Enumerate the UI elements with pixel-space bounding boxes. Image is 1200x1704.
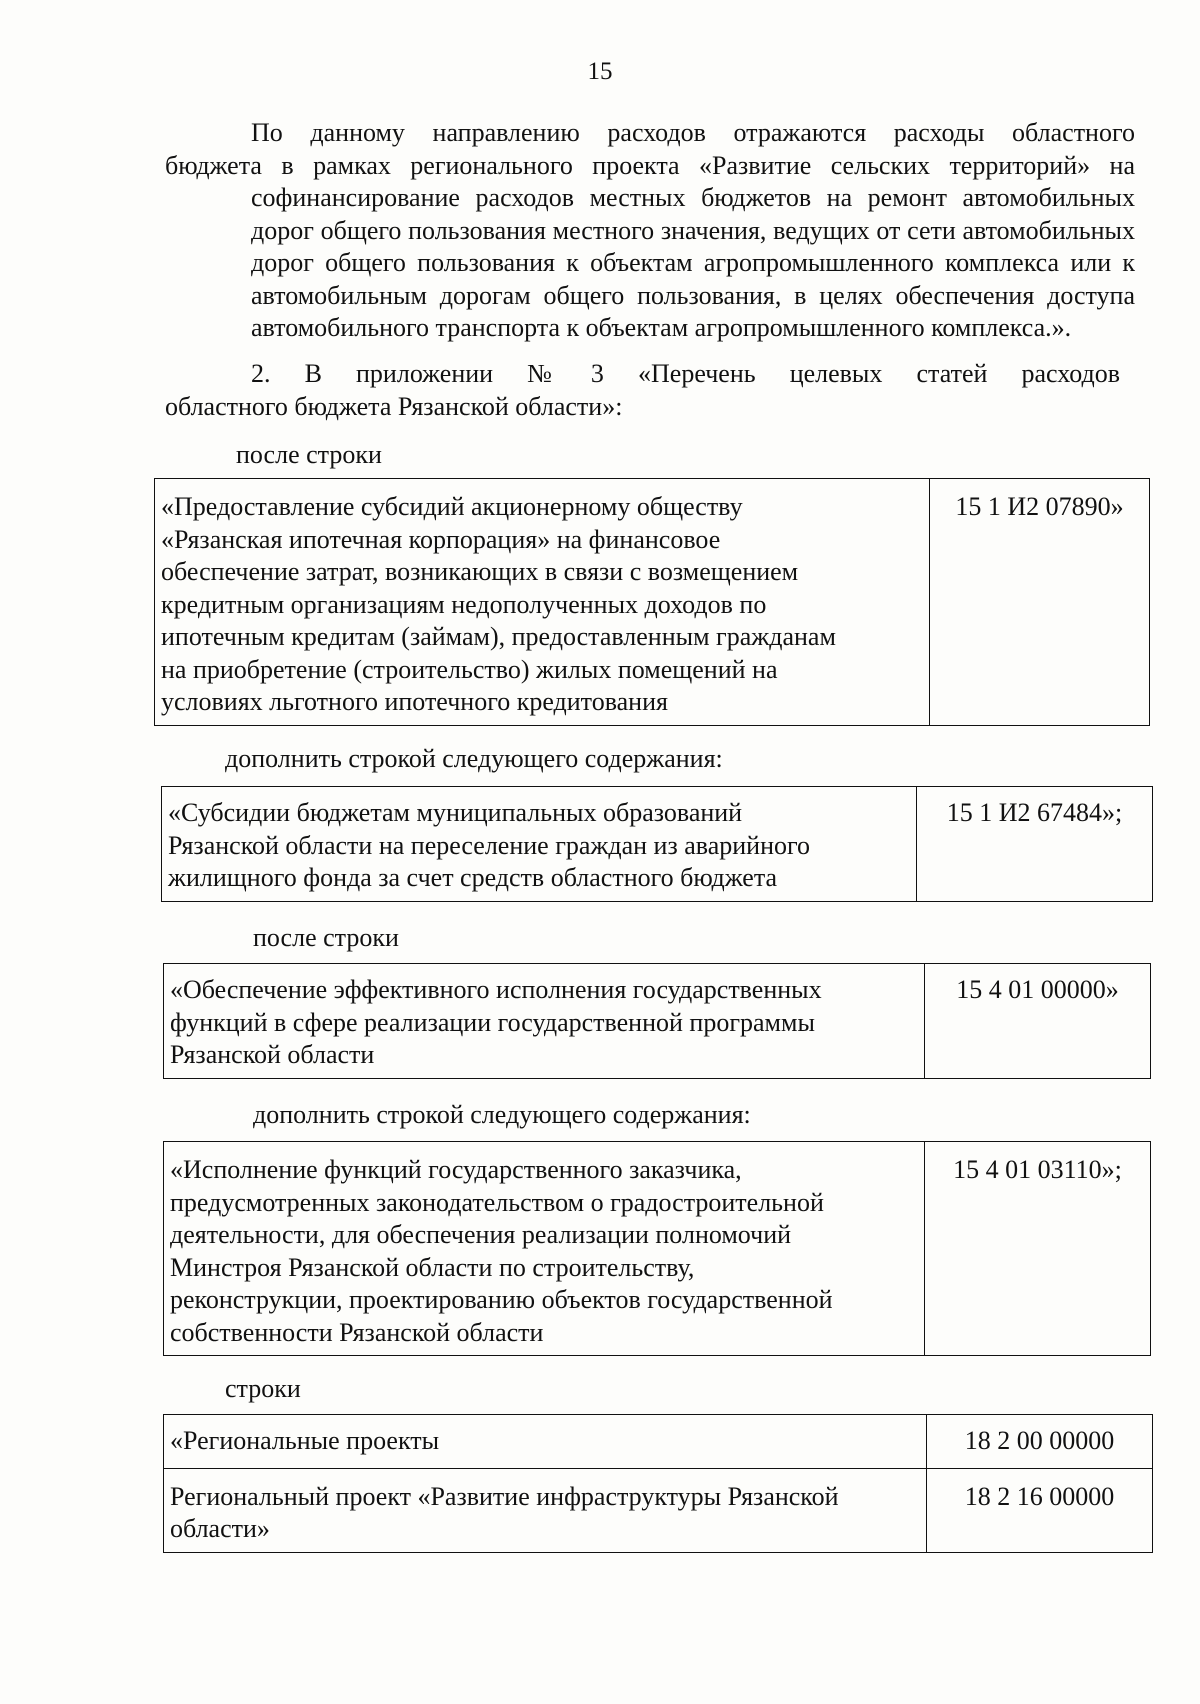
paragraph-line: дорог общего пользования местного значения, ведущих от сети автомобильных [251, 215, 1135, 245]
table-cell-name [155, 479, 930, 726]
paragraph-line: автомобильного транспорта к объектам агропромышленного комплекса.». [251, 313, 1072, 342]
cell-line: обеспечение затрат, возникающих в связи с возмещением [161, 557, 799, 586]
cell-line: реконструкции, проектированию объектов государственной [170, 1285, 833, 1314]
cell-line: Минстроя Рязанской области по строительству, [170, 1252, 695, 1282]
intro-paragraph [165, 117, 1135, 345]
table-cell-code: 15 1 И2 07890» [930, 479, 1150, 726]
cell-line: области» [170, 1514, 270, 1543]
cell-line: на приобретение (строительство) жилых помещений на [161, 654, 778, 684]
label-rows: строки [225, 1374, 301, 1403]
cell-line: ипотечным кредитам (займам), предоставленным гражданам [161, 622, 836, 651]
table-2 [161, 786, 1153, 902]
table-row [164, 1415, 1153, 1469]
paragraph-line: софинансирование расходов местных бюджетов на ремонт автомобильных [251, 183, 1135, 212]
table-3 [163, 963, 1151, 1079]
cell-line: «Субсидии бюджетам муниципальных образований [168, 798, 743, 827]
cell-line: собственности Рязанской области [170, 1317, 544, 1347]
table-5 [163, 1414, 1153, 1553]
table-row [164, 1142, 1151, 1356]
cell-line: «Региональные проекты [170, 1426, 440, 1455]
item-2-paragraph [165, 358, 1120, 423]
paragraph-line: По данному направлению расходов отражаются расходы областного [251, 118, 1135, 147]
label-after-row: после строки [236, 440, 382, 469]
cell-line: «Исполнение функций государственного заказчика, [170, 1155, 742, 1184]
label-after-row: после строки [253, 923, 399, 952]
cell-line: «Рязанская ипотечная корпорация» на финансовое [161, 524, 721, 554]
cell-line: кредитным организациям недополученных доходов по [161, 589, 767, 619]
table-cell-name [164, 1415, 927, 1469]
table-cell-name [164, 964, 925, 1079]
cell-line: Рязанской области на переселение граждан из аварийного [168, 830, 811, 860]
cell-line: деятельности, для обеспечения реализации полномочий [170, 1220, 792, 1249]
label-add-row: дополнить строкой следующего содержания: [225, 744, 723, 773]
paragraph-line: автомобильным дорогам общего пользования, в целях обеспечения доступа [251, 280, 1135, 310]
cell-line: жилищного фонда за счет средств областного бюджета [168, 863, 778, 892]
table-cell-code: 15 4 01 03110»; [925, 1142, 1151, 1356]
cell-line: «Обеспечение эффективного исполнения государственных [170, 975, 822, 1004]
table-cell-code: 18 2 00 00000 [927, 1415, 1153, 1469]
table-row [155, 479, 1150, 726]
table-row [162, 787, 1153, 902]
table-cell-code: 15 1 И2 67484»; [917, 787, 1153, 902]
cell-line: условиях льготного ипотечного кредитования [161, 687, 668, 716]
table-row [164, 964, 1151, 1079]
paragraph-line: 2. В приложении № 3 «Перечень целевых статей расходов [251, 359, 1120, 388]
table-cell-name [164, 1142, 925, 1356]
table-row [164, 1468, 1153, 1552]
table-cell-name [162, 787, 917, 902]
cell-line: предусмотренных законодательством о градостроительной [170, 1187, 824, 1217]
cell-line: Рязанской области [170, 1040, 375, 1069]
cell-line: функций в сфере реализации государственной программы [170, 1007, 815, 1037]
label-add-row: дополнить строкой следующего содержания: [253, 1100, 751, 1129]
paragraph-line: областного бюджета Рязанской области»: [165, 391, 623, 421]
table-1 [154, 478, 1150, 726]
table-cell-code: 18 2 16 00000 [927, 1468, 1153, 1552]
table-cell-code: 15 4 01 00000» [925, 964, 1151, 1079]
page-number: 15 [587, 58, 613, 85]
cell-line: «Предоставление субсидий акционерному обществу [161, 492, 743, 521]
paragraph-line: дорог общего пользования к объектам агропромышленного комплекса или к [251, 248, 1135, 277]
table-4 [163, 1141, 1151, 1356]
paragraph-line: бюджета в рамках регионального проекта «Развитие сельских территорий» на [165, 150, 1135, 180]
cell-line: Региональный проект «Развитие инфраструктуры Рязанской [170, 1481, 839, 1511]
table-cell-name [164, 1468, 927, 1552]
